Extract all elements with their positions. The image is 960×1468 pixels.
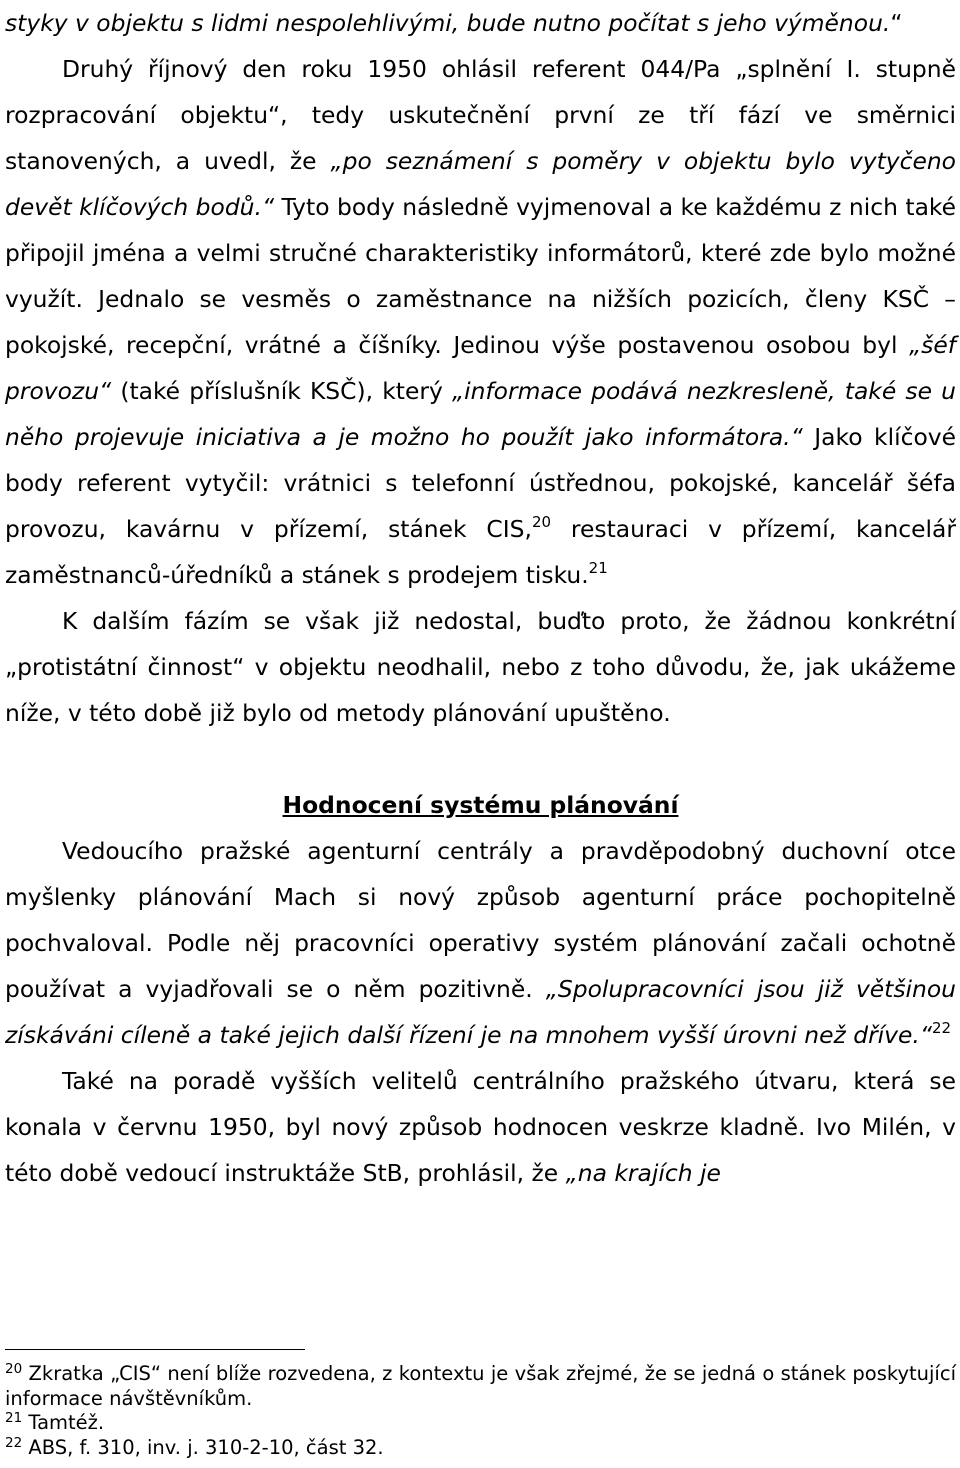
paragraph-2-text-e: (také příslušník KSČ), který — [111, 377, 452, 405]
footnote-number: 22 — [5, 1434, 23, 1451]
footnote-text: Tamtéž. — [22, 1411, 105, 1434]
paragraph-5 — [5, 1058, 956, 1196]
footnote-divider — [5, 1349, 305, 1350]
footnote-text: Zkratka „CIS“ není blíže rozvedena, z kontextu je však zřejmé, že se jedná o stánek poskytující informace návštěvníkům. — [5, 1362, 956, 1410]
paragraph-2-text-h: restauraci v přízemí, kancelář zaměstnanců-úředníků a stánek s prodejem tisku. — [5, 515, 956, 589]
closing-quote: “ — [890, 9, 903, 37]
paragraph-3: K dalším fázím se však již nedostal, buďto proto, že žádnou konkrétní „protistátní činnost“ v objektu neodhalil, nebo z toho důvodu, že, jak ukážeme níže, v této době již bylo od metody plánování upuštěno. — [5, 607, 956, 727]
footnote-text: ABS, f. 310, inv. j. 310-2-10, část 32. — [22, 1435, 384, 1459]
section-heading: Hodnocení systému plánování — [282, 791, 679, 819]
paragraph-5-text-a: Také na poradě vyšších velitelů centrálního pražského útvaru, která se konala v červnu 1950, byl nový způsob hodnocen veskrze kladně. Ivo Milén, v této době vedoucí instruktáže StB, prohlásil, že — [5, 1067, 956, 1187]
footnote-ref-21[interactable]: 21 — [588, 559, 608, 577]
footnote-20 — [5, 1362, 956, 1411]
quote-text: „šéf provozu“ — [5, 331, 956, 405]
paragraph-2-text-g: Jako klíčové body referent vytyčil: vrátnici s telefonní ústřednou, pokojské, kancelář šéfa provozu, kavárnu v přízemí, stánek CIS, — [5, 423, 956, 543]
quote-text: „po seznámení s poměry v objektu bylo vytyčeno devět klíčových bodů.“ — [5, 147, 956, 221]
document-page — [5, 0, 956, 1196]
quote-text: „informace podává nezkresleně, také se u něho projevuje iniciativa a je možno ho použít jako informátora.“ — [5, 377, 956, 451]
paragraph-2 — [5, 46, 956, 598]
paragraph-2-text-a: Druhý říjnový den roku 1950 ohlásil referent 044/Pa „splnění I. stupně rozpracování objektu“, tedy uskutečnění první ze tří fází ve směrnici stanovených, a uvedl, že — [5, 55, 956, 175]
footnotes — [5, 1349, 956, 1460]
quote-text: „Spolupracovníci jsou již většinou získáváni cíleně a také jejich další řízení je na mnohem vyšší úrovni než dříve.“ — [5, 975, 956, 1049]
footnote-number: 20 — [5, 1361, 23, 1377]
paragraph-4 — [5, 828, 956, 1058]
paragraph-2-text-c: Tyto body následně vyjmenoval a ke každému z nich také připojil jména a velmi stručné charakteristiky informátorů, které zde bylo možné využít. Jednalo se vesměs o zaměstnance na nižších pozicích, členy KSČ – pokojské, recepční, vrátné a číšníky. Jedinou výše postavenou osobou byl — [5, 193, 956, 359]
paragraph-1 — [5, 0, 956, 46]
footnote-ref-20[interactable]: 20 — [531, 513, 552, 531]
quote-text: „na krajích je — [565, 1159, 721, 1187]
footnote-number: 21 — [5, 1410, 23, 1426]
paragraph-4-text-a: Vedoucího pražské agenturní centrály a pravděpodobný duchovní otce myšlenky plánování Mach si nový způsob agenturní práce pochopitelně pochvaloval. Podle něj pracovníci operativy systém plánování začali ochotně používat a vyjadřovali se o něm pozitivně. — [5, 837, 956, 1003]
footnote-ref-22[interactable]: 22 — [931, 1019, 952, 1037]
footnote-22 — [5, 1436, 956, 1461]
footnote-21 — [5, 1411, 956, 1436]
quote-text: styky v objektu s lidmi nespolehlivými, bude nutno počítat s jeho výměnou. — [5, 9, 891, 37]
